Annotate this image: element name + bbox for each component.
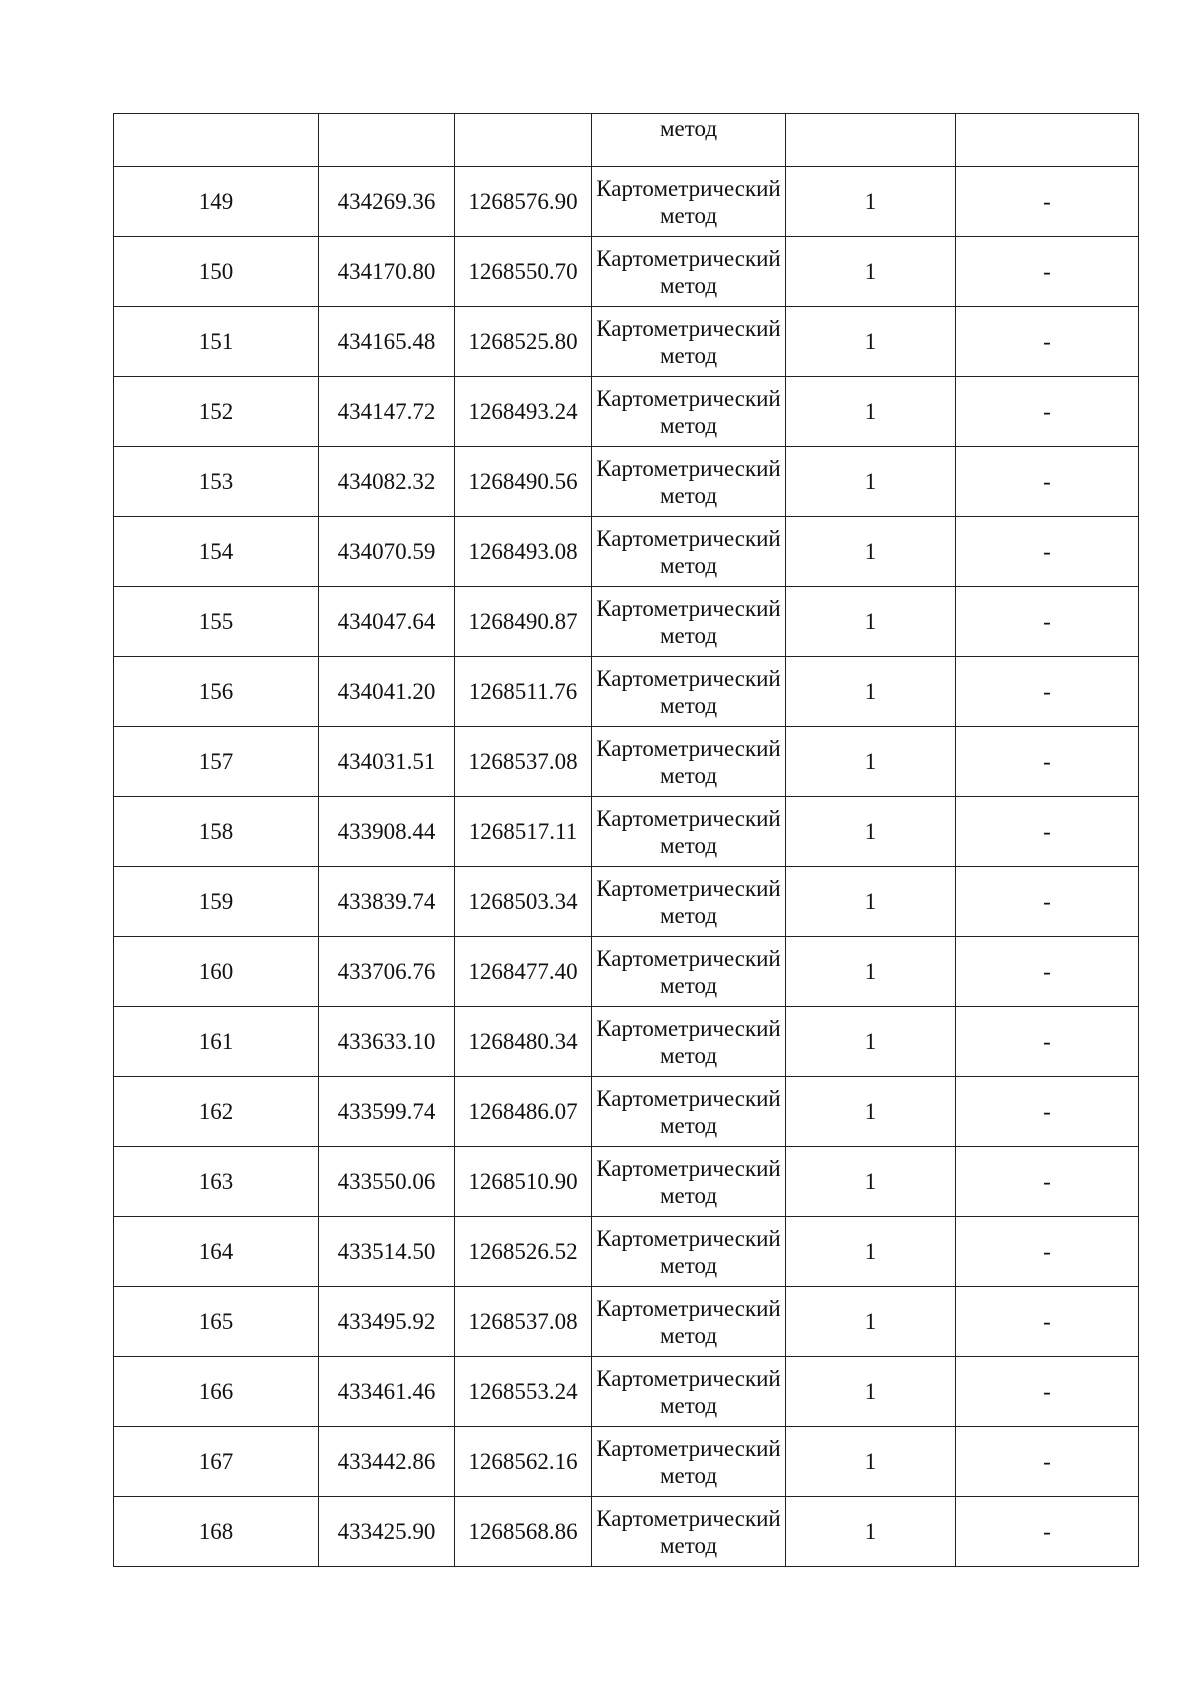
cell-note: [956, 114, 1139, 167]
cell-accuracy: 1: [786, 727, 956, 797]
cell-note: -: [956, 307, 1139, 377]
cell-accuracy: 1: [786, 1427, 956, 1497]
cell-x: 433908.44: [319, 797, 455, 867]
method-line-2: метод: [659, 1322, 718, 1348]
cell-method: [592, 1497, 786, 1567]
method-text: [592, 315, 785, 369]
method-line-1: Картометрический: [596, 735, 781, 761]
table-row: [114, 1007, 1139, 1077]
table-row: [114, 797, 1139, 867]
cell-y: 1268493.08: [455, 517, 592, 587]
cell-accuracy: 1: [786, 867, 956, 937]
cell-y: 1268568.86: [455, 1497, 592, 1567]
method-line-1: Картометрический: [596, 525, 781, 551]
method-text: [592, 875, 785, 929]
cell-y: 1268576.90: [455, 167, 592, 237]
cell-accuracy: 1: [786, 587, 956, 657]
method-text: [592, 175, 785, 229]
cell-method: [592, 657, 786, 727]
cell-point-number: 158: [114, 797, 319, 867]
cell-note: -: [956, 727, 1139, 797]
cell-y: 1268477.40: [455, 937, 592, 1007]
method-line-1: Картометрический: [596, 875, 781, 901]
cell-note: -: [956, 377, 1139, 447]
cell-accuracy: 1: [786, 1357, 956, 1427]
cell-point-number: 167: [114, 1427, 319, 1497]
method-text: [592, 1435, 785, 1489]
cell-y: 1268511.76: [455, 657, 592, 727]
cell-note: -: [956, 167, 1139, 237]
coordinates-table: [113, 113, 1139, 1567]
cell-x: 433442.86: [319, 1427, 455, 1497]
method-line-1: Картометрический: [596, 945, 781, 971]
method-text: [592, 245, 785, 299]
table-row: [114, 1287, 1139, 1357]
cell-accuracy: 1: [786, 1007, 956, 1077]
cell-y: 1268493.24: [455, 377, 592, 447]
method-line-2: метод: [659, 1252, 718, 1278]
method-line-1: Картометрический: [596, 665, 781, 691]
cell-y: 1268526.52: [455, 1217, 592, 1287]
method-line-1: Картометрический: [596, 1085, 781, 1111]
method-text: [592, 525, 785, 579]
method-line-2: метод: [659, 482, 718, 508]
method-line-2: метод: [659, 342, 718, 368]
cell-point-number: 166: [114, 1357, 319, 1427]
method-line-1: Картометрический: [596, 1015, 781, 1041]
cell-note: -: [956, 797, 1139, 867]
method-text: [592, 1365, 785, 1419]
method-line-2: метод: [659, 1112, 718, 1138]
method-text: [592, 1155, 785, 1209]
cell-point-number: 151: [114, 307, 319, 377]
cell-point-number: 165: [114, 1287, 319, 1357]
cell-accuracy: 1: [786, 1497, 956, 1567]
method-line-2: метод: [659, 692, 718, 718]
cell-point-number: 160: [114, 937, 319, 1007]
cell-y: 1268562.16: [455, 1427, 592, 1497]
cell-point-number: 149: [114, 167, 319, 237]
table-row: [114, 1357, 1139, 1427]
table-row: [114, 1497, 1139, 1567]
method-text: [592, 1225, 785, 1279]
cell-note: -: [956, 867, 1139, 937]
cell-point-number: 164: [114, 1217, 319, 1287]
cell-x: 433514.50: [319, 1217, 455, 1287]
table-row: [114, 447, 1139, 517]
cell-method: [592, 167, 786, 237]
method-text: [592, 1295, 785, 1349]
cell-accuracy: 1: [786, 237, 956, 307]
cell-method: [592, 1147, 786, 1217]
cell-y: 1268486.07: [455, 1077, 592, 1147]
cell-note: -: [956, 1497, 1139, 1567]
cell-y: 1268480.34: [455, 1007, 592, 1077]
cell-point-number: 150: [114, 237, 319, 307]
cell-x: 434165.48: [319, 307, 455, 377]
table-row: [114, 1217, 1139, 1287]
method-text: [592, 455, 785, 509]
cell-method: [592, 1007, 786, 1077]
cell-x: 434147.72: [319, 377, 455, 447]
method-text: [592, 945, 785, 999]
cell-method: [592, 1287, 786, 1357]
method-line-2: метод: [659, 1392, 718, 1418]
table-row: [114, 867, 1139, 937]
cell-point-number: 155: [114, 587, 319, 657]
table-row: [114, 937, 1139, 1007]
method-text: [592, 385, 785, 439]
cell-note: -: [956, 937, 1139, 1007]
cell-x: 433706.76: [319, 937, 455, 1007]
method-text: [592, 805, 785, 859]
table-row: [114, 657, 1139, 727]
method-line-2: метод: [659, 1462, 718, 1488]
cell-note: -: [956, 517, 1139, 587]
cell-method: [592, 447, 786, 517]
method-line-2: метод: [659, 622, 718, 648]
cell-method: [592, 1217, 786, 1287]
cell-method: [592, 307, 786, 377]
cell-method: [592, 867, 786, 937]
cell-note: -: [956, 1217, 1139, 1287]
cell-x: 434031.51: [319, 727, 455, 797]
method-line-1: Картометрический: [596, 805, 781, 831]
cell-y: 1268490.56: [455, 447, 592, 517]
cell-accuracy: 1: [786, 307, 956, 377]
cell-accuracy: 1: [786, 1147, 956, 1217]
table-row: [114, 1427, 1139, 1497]
cell-accuracy: 1: [786, 937, 956, 1007]
cell-x: 434170.80: [319, 237, 455, 307]
cell-accuracy: 1: [786, 167, 956, 237]
cell-accuracy: 1: [786, 657, 956, 727]
cell-y: 1268510.90: [455, 1147, 592, 1217]
method-line-2: метод: [659, 1182, 718, 1208]
table-row: [114, 727, 1139, 797]
cell-accuracy: 1: [786, 517, 956, 587]
cell-x: 434070.59: [319, 517, 455, 587]
method-line-1: Картометрический: [596, 1365, 781, 1391]
cell-point-number: 163: [114, 1147, 319, 1217]
cell-y: 1268537.08: [455, 727, 592, 797]
cell-method: [592, 727, 786, 797]
cell-y: [455, 114, 592, 167]
table-row-continuation: [114, 114, 1139, 167]
cell-point-number: 153: [114, 447, 319, 517]
cell-x: 434082.32: [319, 447, 455, 517]
method-line-1: Картометрический: [596, 245, 781, 271]
cell-method: [592, 377, 786, 447]
cell-y: 1268503.34: [455, 867, 592, 937]
method-line-1: Картометрический: [596, 315, 781, 341]
cell-method: [592, 1077, 786, 1147]
cell-x: 433425.90: [319, 1497, 455, 1567]
cell-point-number: [114, 114, 319, 167]
method-line-1: Картометрический: [596, 1225, 781, 1251]
cell-x: 433550.06: [319, 1147, 455, 1217]
cell-point-number: 162: [114, 1077, 319, 1147]
table-row: [114, 377, 1139, 447]
method-line-1: Картометрический: [596, 1295, 781, 1321]
table-row: [114, 167, 1139, 237]
method-line-2: метод: [659, 272, 718, 298]
cell-x: [319, 114, 455, 167]
cell-y: 1268553.24: [455, 1357, 592, 1427]
cell-x: 433461.46: [319, 1357, 455, 1427]
cell-point-number: 159: [114, 867, 319, 937]
cell-accuracy: 1: [786, 1077, 956, 1147]
table-row: [114, 1147, 1139, 1217]
cell-note: -: [956, 587, 1139, 657]
cell-x: 434041.20: [319, 657, 455, 727]
table-row: [114, 587, 1139, 657]
table-row: [114, 237, 1139, 307]
cell-note: -: [956, 1147, 1139, 1217]
method-line-2: метод: [659, 202, 718, 228]
cell-point-number: 161: [114, 1007, 319, 1077]
method-line-1: Картометрический: [596, 1505, 781, 1531]
cell-x: 434269.36: [319, 167, 455, 237]
method-line-1: Картометрический: [596, 1435, 781, 1461]
method-text: [592, 1085, 785, 1139]
cell-y: 1268490.87: [455, 587, 592, 657]
cell-x: 433839.74: [319, 867, 455, 937]
cell-point-number: 168: [114, 1497, 319, 1567]
method-line-1: Картометрический: [596, 595, 781, 621]
cell-accuracy: 1: [786, 447, 956, 517]
method-text: метод: [659, 116, 718, 141]
method-line-2: метод: [659, 412, 718, 438]
cell-note: -: [956, 1357, 1139, 1427]
document-page: [113, 113, 1138, 1567]
cell-method: [592, 587, 786, 657]
table-body: [114, 114, 1139, 1567]
cell-accuracy: [786, 114, 956, 167]
cell-note: -: [956, 237, 1139, 307]
cell-method: [592, 1427, 786, 1497]
method-line-1: Картометрический: [596, 1155, 781, 1181]
cell-note: -: [956, 657, 1139, 727]
cell-note: -: [956, 447, 1139, 517]
method-line-2: метод: [659, 902, 718, 928]
cell-method: [592, 797, 786, 867]
cell-y: 1268525.80: [455, 307, 592, 377]
cell-accuracy: 1: [786, 797, 956, 867]
method-line-2: метод: [659, 972, 718, 998]
method-line-1: Картометрический: [596, 455, 781, 481]
method-text: [592, 1015, 785, 1069]
method-text: [592, 735, 785, 789]
cell-point-number: 154: [114, 517, 319, 587]
cell-method: [592, 237, 786, 307]
method-line-1: Картометрический: [596, 385, 781, 411]
cell-x: 433495.92: [319, 1287, 455, 1357]
table-row: [114, 517, 1139, 587]
cell-x: 434047.64: [319, 587, 455, 657]
method-line-2: метод: [659, 1042, 718, 1068]
cell-y: 1268517.11: [455, 797, 592, 867]
cell-note: -: [956, 1427, 1139, 1497]
cell-note: -: [956, 1287, 1139, 1357]
method-text: [592, 595, 785, 649]
cell-method: [592, 517, 786, 587]
method-line-2: метод: [659, 552, 718, 578]
method-line-2: метод: [659, 1532, 718, 1558]
cell-x: 433633.10: [319, 1007, 455, 1077]
cell-note: -: [956, 1007, 1139, 1077]
cell-point-number: 156: [114, 657, 319, 727]
cell-method: [592, 114, 786, 167]
cell-y: 1268537.08: [455, 1287, 592, 1357]
cell-accuracy: 1: [786, 1287, 956, 1357]
table-row: [114, 307, 1139, 377]
table-row: [114, 1077, 1139, 1147]
method-line-2: метод: [659, 832, 718, 858]
cell-y: 1268550.70: [455, 237, 592, 307]
method-line-2: метод: [659, 762, 718, 788]
cell-point-number: 152: [114, 377, 319, 447]
cell-method: [592, 1357, 786, 1427]
method-line-1: Картометрический: [596, 175, 781, 201]
cell-note: -: [956, 1077, 1139, 1147]
method-text: [592, 1505, 785, 1559]
cell-accuracy: 1: [786, 1217, 956, 1287]
method-text: [592, 665, 785, 719]
cell-method: [592, 937, 786, 1007]
cell-point-number: 157: [114, 727, 319, 797]
cell-accuracy: 1: [786, 377, 956, 447]
cell-x: 433599.74: [319, 1077, 455, 1147]
